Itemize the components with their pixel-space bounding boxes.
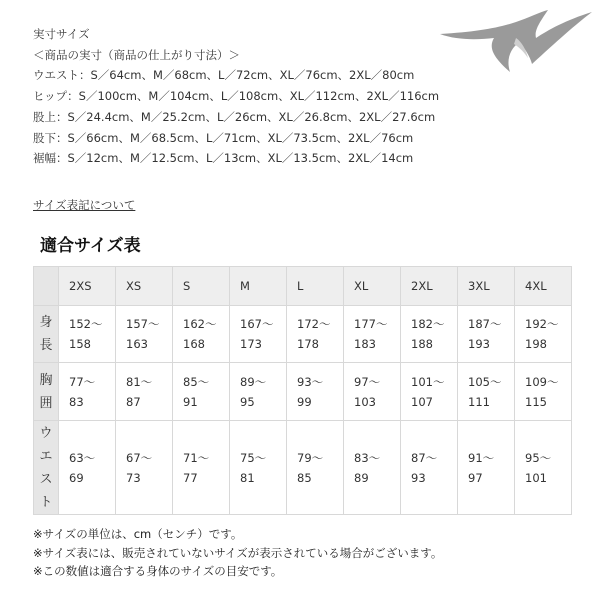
table-cell: 63～ 69	[59, 421, 116, 515]
measurements-subtitle: ＜商品の実寸（商品の仕上がり寸法）＞	[33, 47, 240, 62]
row-label-chest: 胸 囲	[34, 363, 59, 421]
table-cell: 93～ 99	[287, 363, 344, 421]
brand-logo-icon	[436, 8, 596, 78]
size-notation-link[interactable]: サイズ表記について	[33, 198, 136, 212]
table-cell: 77～ 83	[59, 363, 116, 421]
table-cell: 85～ 91	[173, 363, 230, 421]
table-cell: 192～ 198	[515, 306, 572, 363]
column-header-l: L	[287, 267, 344, 306]
table-cell: 162～ 168	[173, 306, 230, 363]
measurement-waist: ウエスト：S／64cm、M／68cm、L／72cm、XL／76cm、2XL／80cm	[33, 68, 415, 83]
column-header-3xl: 3XL	[458, 267, 515, 306]
table-header-row	[34, 267, 572, 306]
table-cell: 67～ 73	[116, 421, 173, 515]
table-cell: 89～ 95	[230, 363, 287, 421]
table-cell: 187～ 193	[458, 306, 515, 363]
measurement-hip: ヒップ：S／100cm、M／104cm、L／108cm、XL／112cm、2XL／116cm	[33, 89, 440, 104]
table-cell: 177～ 183	[344, 306, 401, 363]
measurement-hem-width: 裾幅：S／12cm、M／12.5cm、L／13cm、XL／13.5cm、2XL／14cm	[33, 151, 414, 166]
column-header-2xs: 2XS	[59, 267, 116, 306]
column-header-xl: XL	[344, 267, 401, 306]
table-cell: 87～ 93	[401, 421, 458, 515]
row-label-waist: ウ エ ス ト	[34, 421, 59, 515]
note-unit: ※サイズの単位は、cm（センチ）です。	[33, 527, 243, 541]
table-cell: 167～ 173	[230, 306, 287, 363]
table-cell: 109～ 115	[515, 363, 572, 421]
table-cell: 91～ 97	[458, 421, 515, 515]
size-table	[33, 266, 572, 515]
table-cell: 83～ 89	[344, 421, 401, 515]
measurement-rise: 股上：S／24.4cm、M／25.2cm、L／26cm、XL／26.8cm、2XL／27.6cm	[33, 109, 436, 124]
note-unavailable-sizes: ※サイズ表には、販売されていないサイズが表示されている場合がございます。	[33, 545, 443, 560]
table-cell: 172～ 178	[287, 306, 344, 363]
note-guideline: ※この数値は適合する身体のサイズの目安です。	[33, 564, 283, 578]
table-cell: 81～ 87	[116, 363, 173, 421]
table-corner-cell	[34, 267, 59, 306]
column-header-xs: XS	[116, 267, 173, 306]
table-cell: 182～ 188	[401, 306, 458, 363]
table-cell: 75～ 81	[230, 421, 287, 515]
column-header-4xl: 4XL	[515, 267, 572, 306]
table-cell: 105～ 111	[458, 363, 515, 421]
table-cell: 101～ 107	[401, 363, 458, 421]
size-table-title: 適合サイズ表	[40, 236, 141, 256]
table-cell: 152～ 158	[59, 306, 116, 363]
table-row-chest	[34, 363, 572, 421]
table-cell: 157～ 163	[116, 306, 173, 363]
table-cell: 79～ 85	[287, 421, 344, 515]
column-header-s: S	[173, 267, 230, 306]
measurements-title: 実寸サイズ	[33, 27, 90, 41]
measurements-section	[33, 24, 453, 169]
table-row-waist	[34, 421, 572, 515]
notes-section	[33, 525, 442, 581]
table-row-height	[34, 306, 572, 363]
table-cell: 71～ 77	[173, 421, 230, 515]
column-header-m: M	[230, 267, 287, 306]
row-label-height: 身 長	[34, 306, 59, 363]
column-header-2xl: 2XL	[401, 267, 458, 306]
measurement-inseam: 股下：S／66cm、M／68.5cm、L／71cm、XL／73.5cm、2XL／76cm	[33, 130, 414, 145]
table-cell: 95～ 101	[515, 421, 572, 515]
table-cell: 97～ 103	[344, 363, 401, 421]
